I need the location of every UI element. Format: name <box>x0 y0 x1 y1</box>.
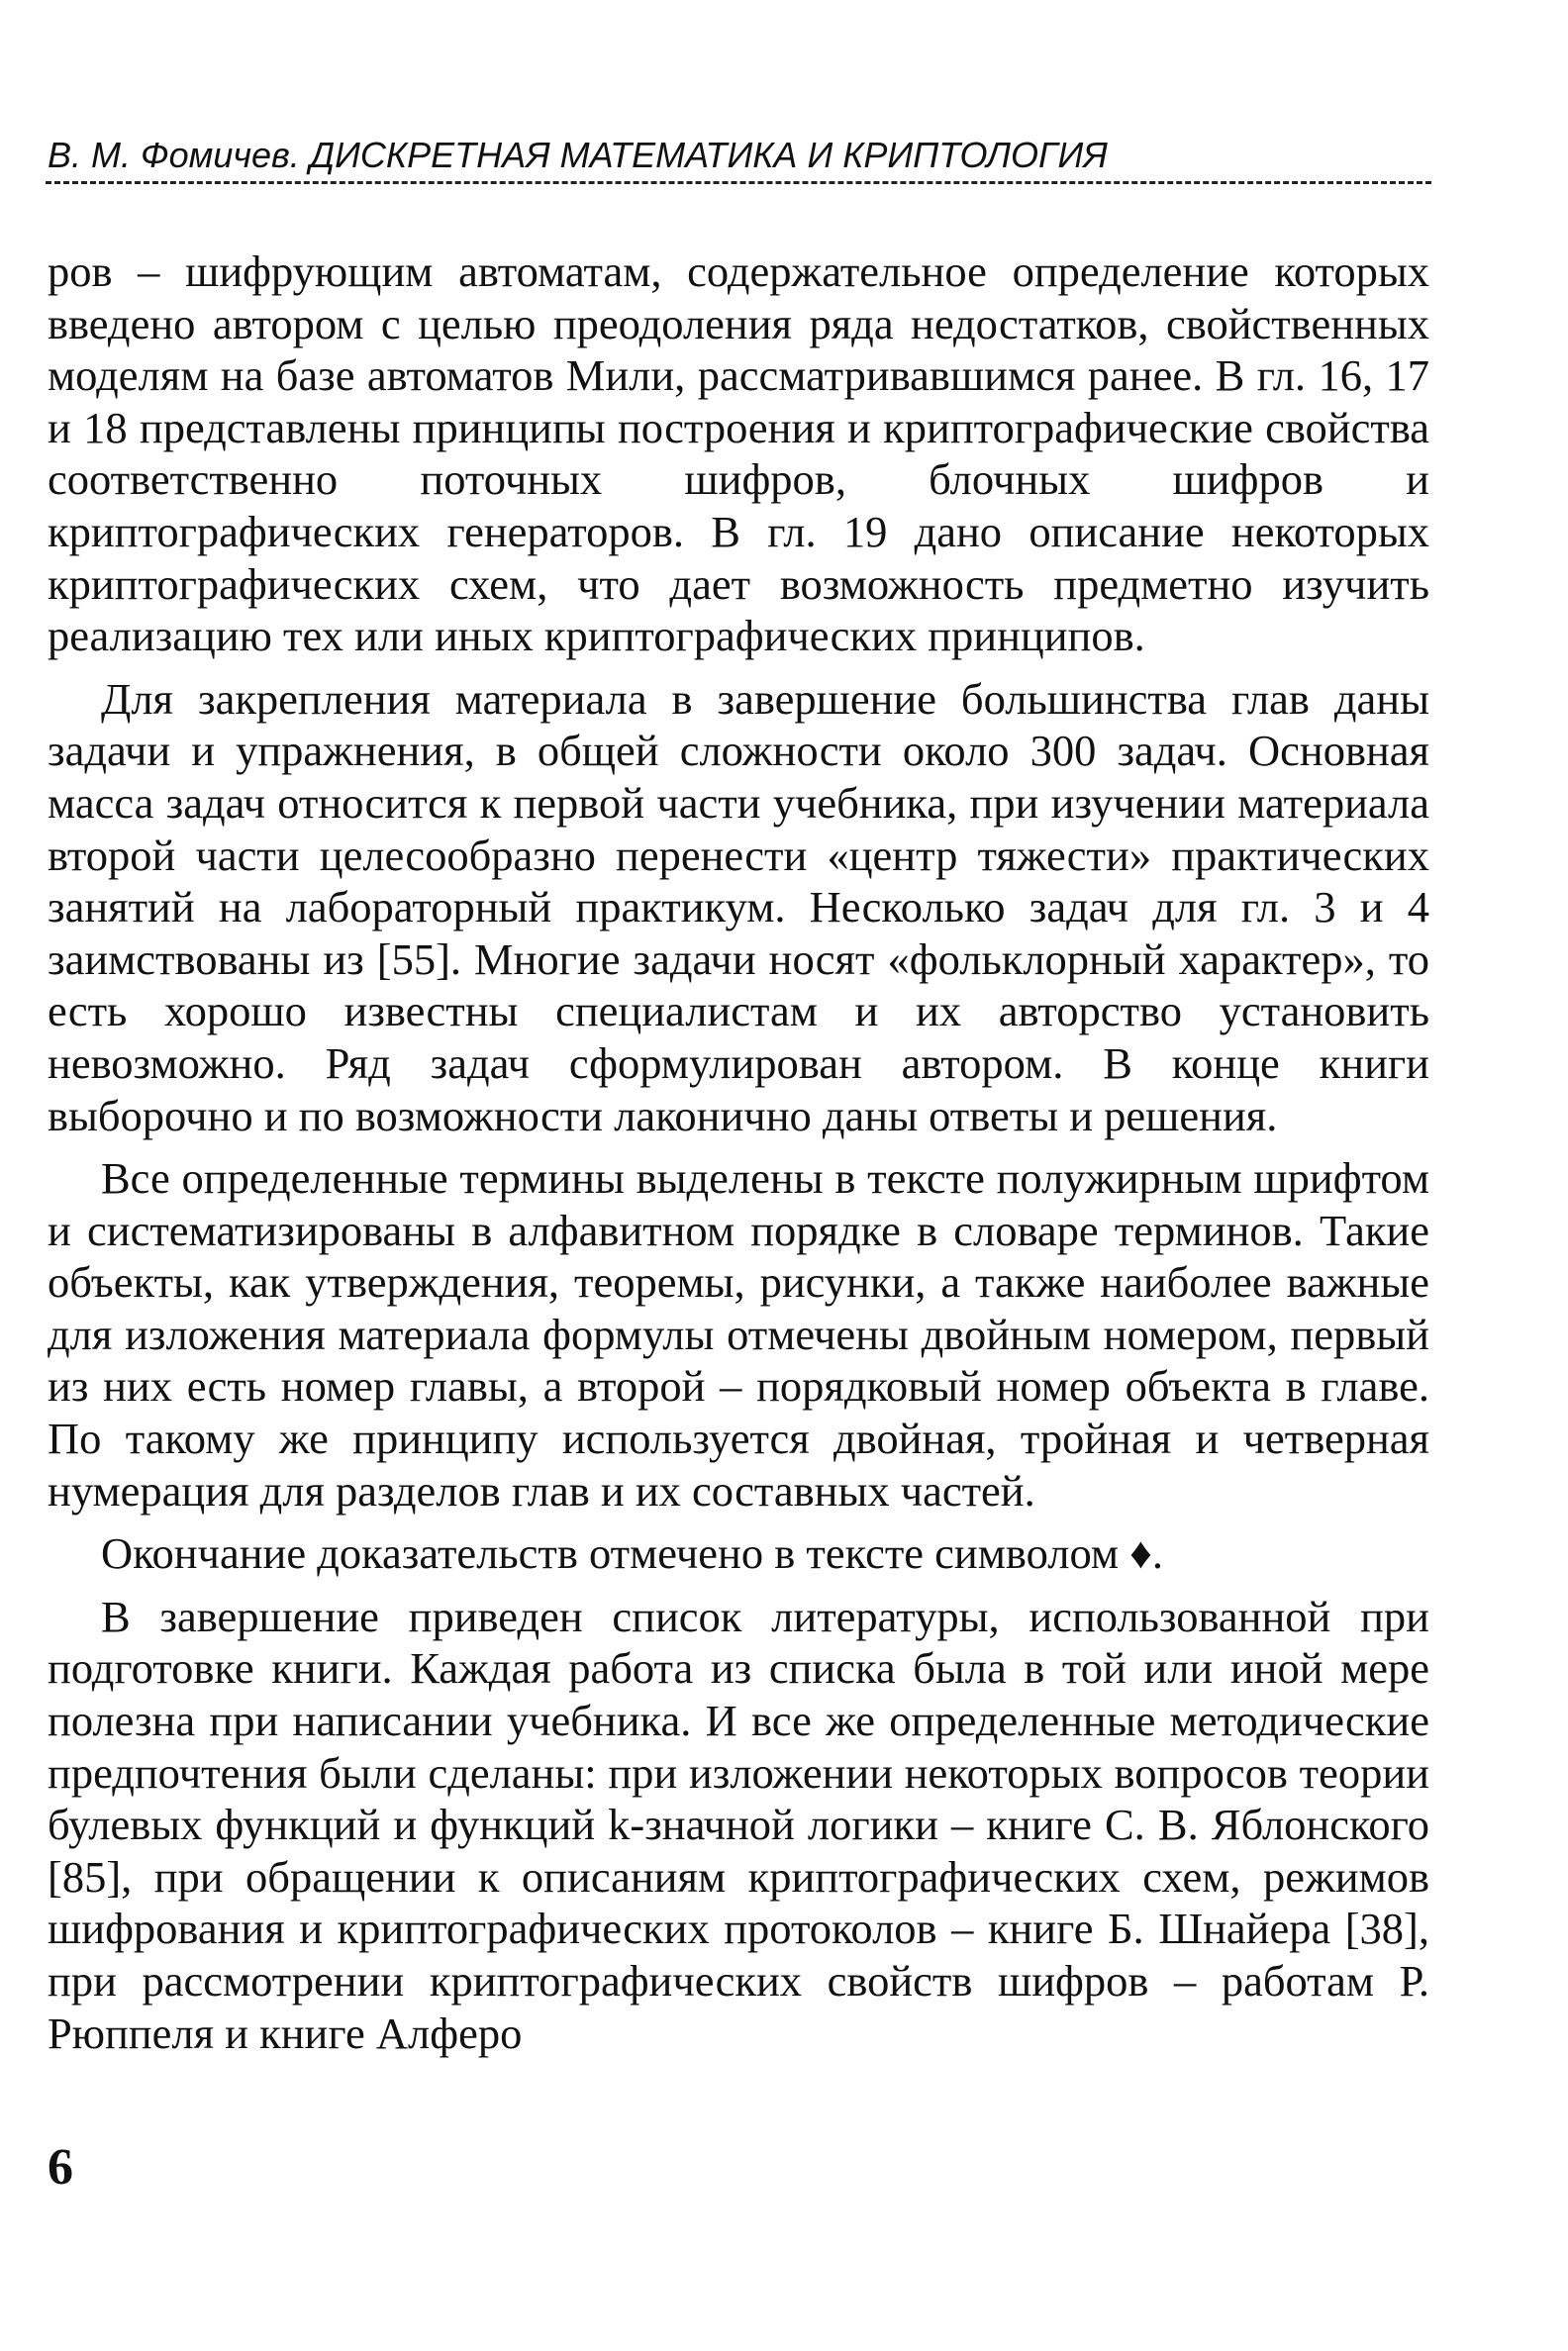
paragraph-2: Для закрепления материала в завершение большинства глав даны задачи и упражнения, в общей сложности около 300 задач. Основная масса задач относится к первой части учебника, при изучении материала второй части целесообразно перенести «центр тяжести» практических занятий на лабораторный практикум. Несколько задач для гл. 3 и 4 заимствованы из [55]. Многие задачи носят «фольклорный характер», то есть хорошо известны специалистам и их авторство установить невозможно. Ряд задач сформулирован автором. В конце книги выборочно и по возможности лаконично даны ответы и решения. <box>48 673 1429 1140</box>
header-divider <box>46 181 1431 184</box>
page-number: 6 <box>48 2139 73 2196</box>
paragraph-4: Окончание доказательств отмечено в тексте символом ♦. <box>101 1528 1163 1579</box>
paragraph-3: Все определенные термины выделены в тексте полужирным шрифтом и систематизированы в алфавитном порядке в словаре терминов. Такие объекты, как утверждения, теоремы, рисунки, а также наиболее важные для изложения материала формулы отмечены двойным номером, первый из них есть номер главы, а второй – порядковый номер объекта в главе. По такому же принципу используется двойная, тройная и четверная нумерация для разделов глав и их составных частей. <box>48 1153 1429 1516</box>
running-head: В. М. Фомичев. ДИСКРЕТНАЯ МАТЕМАТИКА И КРИПТОЛОГИЯ <box>48 135 1108 175</box>
body-text <box>48 245 1429 2070</box>
paragraph-1: ров – шифрующим автоматам, содержательное определение которых введено автором с целью преодоления ряда недостатков, свойственных моделям на базе автоматов Мили, рассматривавшимся ранее. В гл. 16, 17 и 18 представлены принципы построения и криптографические свойства соответственно поточных шифров, блочных шифров и криптографических генераторов. В гл. 19 дано описание некоторых криптографических схем, что дает возможность предметно изучить реализацию тех или иных криптографических принципов. <box>48 246 1429 661</box>
paragraph-5: В завершение приведен список литературы, использованной при подготовке книги. Каждая работа из списка была в той или иной мере полезна при написании учебника. И все же определенные методические предпочтения были сделаны: при изложении некоторых вопросов теории булевых функций и функций k-значной логики – книге С. В. Яблонского [85], при обращении к описаниям криптографических схем, режимов шифрования и криптографических протоколов – книге Б. Шнайера [38], при рассмотрении криптографических свойств шифров – работам Р. Рюппеля и книге Алферо <box>48 1591 1429 2058</box>
